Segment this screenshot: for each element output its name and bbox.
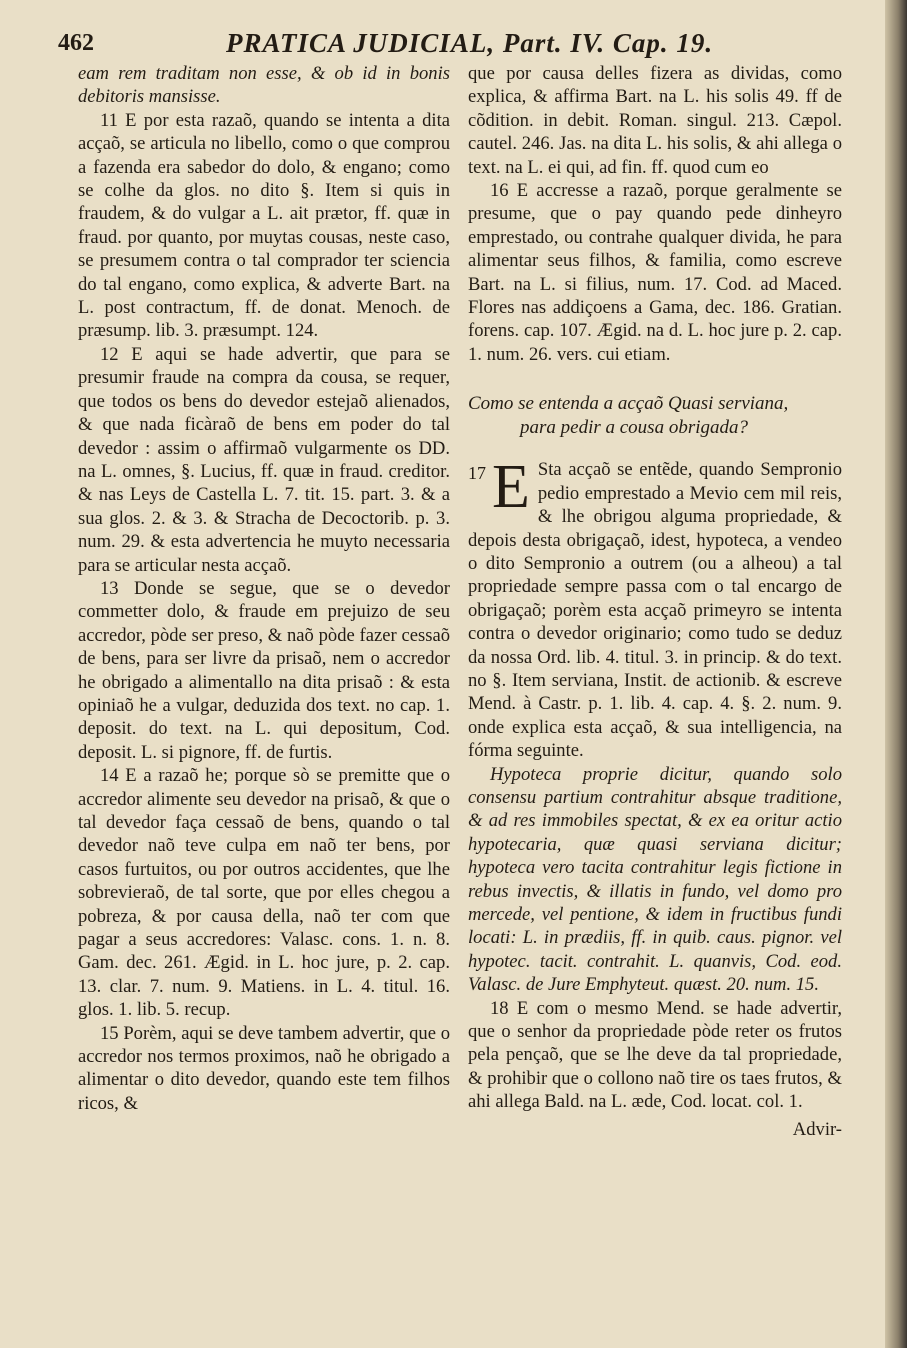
paragraph-13: 13 Donde se segue, que se o devedor commetter dolo, & fraude em prejuizo de seu accredor, pòde ser preso, & naõ pòde fazer cessaõ de bens, para ser livre da prisaõ, nem o accredor he obrigado a alimentallo na dita prisaõ : & esta opiniaõ he a vulgar, deduzida dos text. no cap. 1. deposit. do text. na L. qui depositum, Cod. deposit. L. si pignore, ff. de furtis. [78,577,450,763]
section-heading [468,392,842,440]
paragraph-continuation-right: que por causa delles fizera as dividas, como explica, & affirma Bart. na L. his solis 49. ff de cõdition. in debit. Roman. singul. 213. Cæpol. cautel. 246. Jas. na dita L. his solis, & ahi allega o text. na L. ei qui, ad fin. ff. quod cum eo [468,63,842,178]
paragraph-11: 11 E por esta razaõ, quando se intenta a dita acçaõ, se articula no libello, como o que comprou a fazenda era sabedor do dolo, & engano; como se colhe da glos. no dito §. Item si quis in fraudem, & do vulgar a L. ait prætor, ff. quæ in fraud. por quanto, por muytas cousas, neste caso, se presumem contra o tal comprador ter sciencia do tal engano, como explica, & adverte Bart. na L. post contractum, ff. de donat. Menoch. de præsump. lib. 3. præsumpt. 124. [78,109,450,342]
right-column [468,62,842,1141]
paragraph-14: 14 E a razaõ he; porque sò se premitte que o accredor alimente seu devedor na prisaõ, & que o tal devedor faça cessaõ de bens, quando o tal devedor naõ teve culpa em naõ ter bens, por casos furtuitos, ou por outros accidentes, que lhe sobrevieraõ, de tal sorte, que por elles chegou a pobreza, & por causa della, naõ ter com que pagar a seus accredores: Valasc. cons. 1. n. 8. Gam. dec. 261. Ægid. in L. hoc jure, p. 2. cap. 13. clar. 7. num. 9. Matiens. in L. 4. titul. 16. glos. 1. lib. 5. recup. [78,765,450,1021]
paragraph-17 [468,453,842,762]
paragraph-17-number: 17 [468,463,486,484]
paragraph-17-text: Sta acçaõ se entẽde, quando Sempronio pedio emprestado a Mevio cem mil reis, & lhe obrigou alguma propriedade, & depois desta obrigaçaõ, idest, hypoteca, a vendeo o dito Sempronio a outrem (ou a alheou) a tal propriedade sempre passa com o tal encargo de obrigaçaõ; porèm esta acçaõ primeyro se intenta contra o devedor originario; como tudo se deduz da nossa Ord. lib. 4. titul. 3. in princip. & do text. no §. Item serviana, Instit. de actionib. & escreve Mend. à Castr. p. 1. lib. 4. cap. 4. §. 2. num. 9. onde explica esta acçaõ, & sua intelligencia, na fórma seguinte. [468,459,842,762]
drop-cap: E [492,453,530,522]
catchword: Advir- [792,1118,842,1140]
paragraph-15: 15 Porèm, aqui se deve tambem advertir, que o accredor nos termos proximos, naõ he obrigado a alimentar o dito devedor, quando este tem filhos ricos, & [78,1022,450,1114]
paragraph-18: 18 E com o mesmo Mend. se hade advertir, que o senhor da propriedade pòde reter os frutos pela pençaõ, que se lhe deve da tal propriedade, & prohibir que o collono naõ tire os taes frutos, & ahi allega Bald. na L. æde, Cod. locat. col. 1. [468,997,842,1113]
running-title: PRATICA JUDICIAL, Part. IV. Cap. 19. [226,28,714,58]
left-column [78,62,450,1115]
paragraph-12: 12 E aqui se hade advertir, que para se presumir fraude na compra da cousa, se requer, que todos os bens do devedor estejaõ alienados, & que nada ficàraõ de bens em poder do tal devedor : assim o affirmaõ vulgarmente os DD. na L. omnes, §. Lucius, ff. quæ in fraud. creditor. & nas Leys de Castella L. 7. tit. 15. part. 3. & a sua glos. 2. & 3. & Stracha de Decoctorib. p. 3. num. 29. & esta advertencia he muyto necessaria para se articular nesta acçaõ. [78,343,450,576]
section-heading-line-2: para pedir a cousa obrigada? [520,417,748,439]
page-number: 462 [58,30,94,56]
section-heading-line-1: Como se entenda a acçaõ Quasi serviana, [468,393,789,415]
paragraph-continuation: eam rem traditam non esse, & ob id in bonis debitoris mansisse. [78,63,450,108]
paragraph-16: 16 E accresse a razaõ, porque geralmente se presume, que o pay quando pede dinheyro emprestado, ou contrahe qualquer divida, he para alimentar seus filhos, & familia, como escreve Bart. na L. si filius, num. 17. Cod. ad Maced. Flores nas addiçoens a Gama, dec. 186. Gratian. forens. cap. 107. Ægid. na d. L. hoc jure p. 2. cap. 1. num. 26. vers. cui etiam. [468,180,842,365]
latin-quote: Hypoteca proprie dicitur, quando solo consensu partium contrahitur absque traditione, & ad res immobiles spectat, & ex ea oritur actio hypotecaria, quæ quasi serviana dicitur; hypoteca vero tacita contrahitur legis fictione in rebus invectis, & illatis in fundo, vel domo pro mercede, vel pentione, & idem in fructibus fundi locati: L. in prædiis, ff. in quib. caus. pignor. vel hypotec. tacit. contrahit. L. quanvis, Cod. eod. Valasc. de Jure Emphyteut. quæst. 20. num. 15. [468,763,842,996]
page-edge-shadow [885,0,907,1348]
page-header [58,26,858,62]
